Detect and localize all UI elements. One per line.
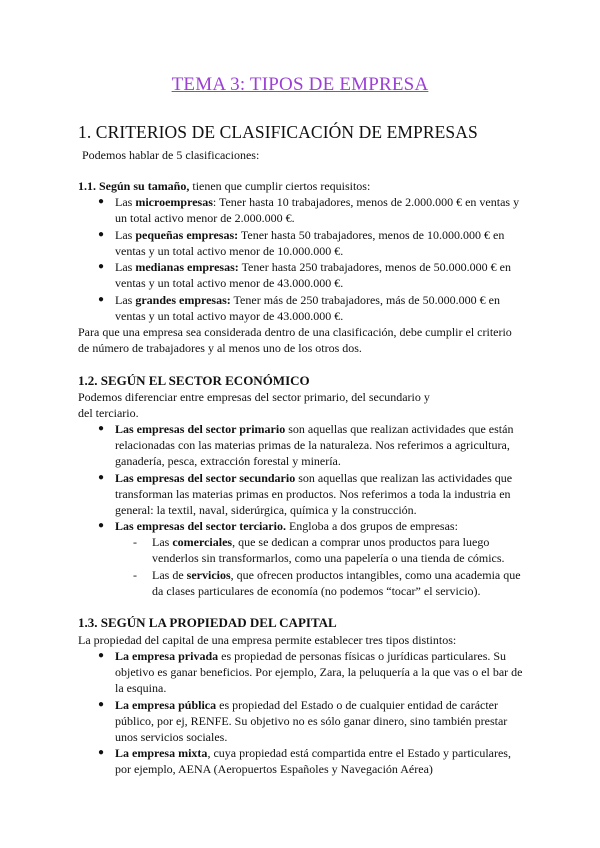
bullet-icon: ● — [98, 229, 105, 240]
list-item: La empresa mixta, cuya propiedad está compartida entre el Estado y particulares, — [115, 746, 511, 760]
subsection-1-1-heading: 1.1. Según su tamaño, — [78, 179, 190, 193]
sub-list-item-cont: da clases particulares de economía (no podemos “tocar” el servicio). — [152, 584, 481, 598]
paragraph: La propiedad del capital de una empresa permite establecer tres tipos distintos: — [78, 633, 457, 647]
list-item: Las microempresas: Tener hasta 10 trabajadores, menos de 2.000.000 € en ventas y — [115, 195, 520, 209]
bullet-icon: ● — [98, 699, 105, 710]
list-item: Las empresas del sector primario son aquellas que realizan actividades que están — [115, 422, 514, 436]
list-item: Las grandes empresas: Tener más de 250 trabajadores, más de 50.000.000 € en — [115, 293, 500, 307]
paragraph: Para que una empresa sea considerada dentro de una clasificación, debe cumplir el criterio — [78, 325, 512, 339]
dash-icon: - — [133, 568, 137, 582]
dash-icon: - — [133, 535, 137, 549]
bullet-icon: ● — [98, 261, 105, 272]
page-title: TEMA 3: TIPOS DE EMPRESA — [171, 74, 429, 95]
bullet-icon: ● — [98, 196, 105, 207]
sub-list-item: Las de servicios, que ofrecen productos intangibles, como una academia que — [152, 568, 521, 582]
paragraph: Podemos diferenciar entre empresas del sector primario, del secundario y — [78, 390, 430, 404]
list-item: Las empresas del sector secundario son aquellas que realizan las actividades que — [115, 471, 513, 485]
section-heading-1: 1. CRITERIOS DE CLASIFICACIÓN DE EMPRESAS — [78, 122, 478, 142]
bullet-icon: ● — [98, 423, 105, 434]
list-item-cont: público, por ej, RENFE. Su objetivo no es sólo ganar dinero, sino también prestar — [115, 714, 508, 728]
list-item: La empresa pública es propiedad del Estado o de cualquier entidad de carácter — [115, 698, 498, 712]
bullet-icon: ● — [98, 294, 105, 305]
list-item-cont: transforman las materias primas en productos. Nos referimos a toda la industria en — [115, 487, 511, 501]
subsection-1-3-heading: 1.3. SEGÚN LA PROPIEDAD DEL CAPITAL — [78, 615, 337, 630]
list-item-cont: la esquina. — [115, 681, 167, 695]
subsection-1-1-lead-text: tienen que cumplir ciertos requisitos: — [189, 179, 371, 193]
list-item-cont: ventas y un total activo mayor de 43.000.000 €. — [115, 309, 344, 323]
list-item-cont: ganadería, pesca, extracción forestal y minería. — [115, 454, 341, 468]
list-item: Las pequeñas empresas: Tener hasta 50 trabajadores, menos de 10.000.000 € en — [115, 228, 505, 242]
paragraph: del terciario. — [78, 406, 139, 420]
bullet-icon: ● — [98, 472, 105, 483]
list-item: La empresa privada es propiedad de personas físicas o jurídicas particulares. Su — [115, 649, 507, 663]
list-item-cont: por ejemplo, AENA (Aeropuertos Españoles y Navegación Aérea) — [115, 762, 433, 776]
paragraph: de número de trabajadores y al menos uno de los otros dos. — [78, 341, 362, 355]
list-item: Las empresas del sector terciario. Engloba a dos grupos de empresas: — [115, 519, 458, 533]
subsection-1-1-lead — [78, 178, 370, 194]
intro-text: Podemos hablar de 5 clasificaciones: — [82, 148, 260, 162]
list-item-cont: general: la textil, naval, siderúrgica, química y la construcción. — [115, 503, 417, 517]
bullet-icon: ● — [98, 650, 105, 661]
sub-list-item-cont: venderlos sin transformarlos, como una papelería o una tienda de cómics. — [152, 551, 505, 565]
list-item-cont: relacionadas con las materias primas de la naturaleza. Nos referimos a agricultura, — [115, 438, 510, 452]
list-item-cont: unos servicios sociales. — [115, 730, 228, 744]
list-item: Las medianas empresas: Tener hasta 250 trabajadores, menos de 50.000.000 € en — [115, 260, 511, 274]
subsection-1-2-heading: 1.2. SEGÚN EL SECTOR ECONÓMICO — [78, 373, 310, 388]
bullet-icon: ● — [98, 520, 105, 531]
list-item-cont: ventas y un total activo menor de 43.000.000 €. — [115, 276, 344, 290]
list-item-cont: ventas y un total activo menor de 10.000.000 €. — [115, 244, 344, 258]
sub-list-item: Las comerciales, que se dedican a comprar unos productos para luego — [152, 535, 490, 549]
list-item-cont: objetivo es ganar beneficios. Por ejemplo, Zara, la peluquería a la que vas o el bar de — [115, 665, 523, 679]
list-item-cont: un total activo menor de 2.000.000 €. — [115, 211, 295, 225]
bullet-icon: ● — [98, 747, 105, 758]
